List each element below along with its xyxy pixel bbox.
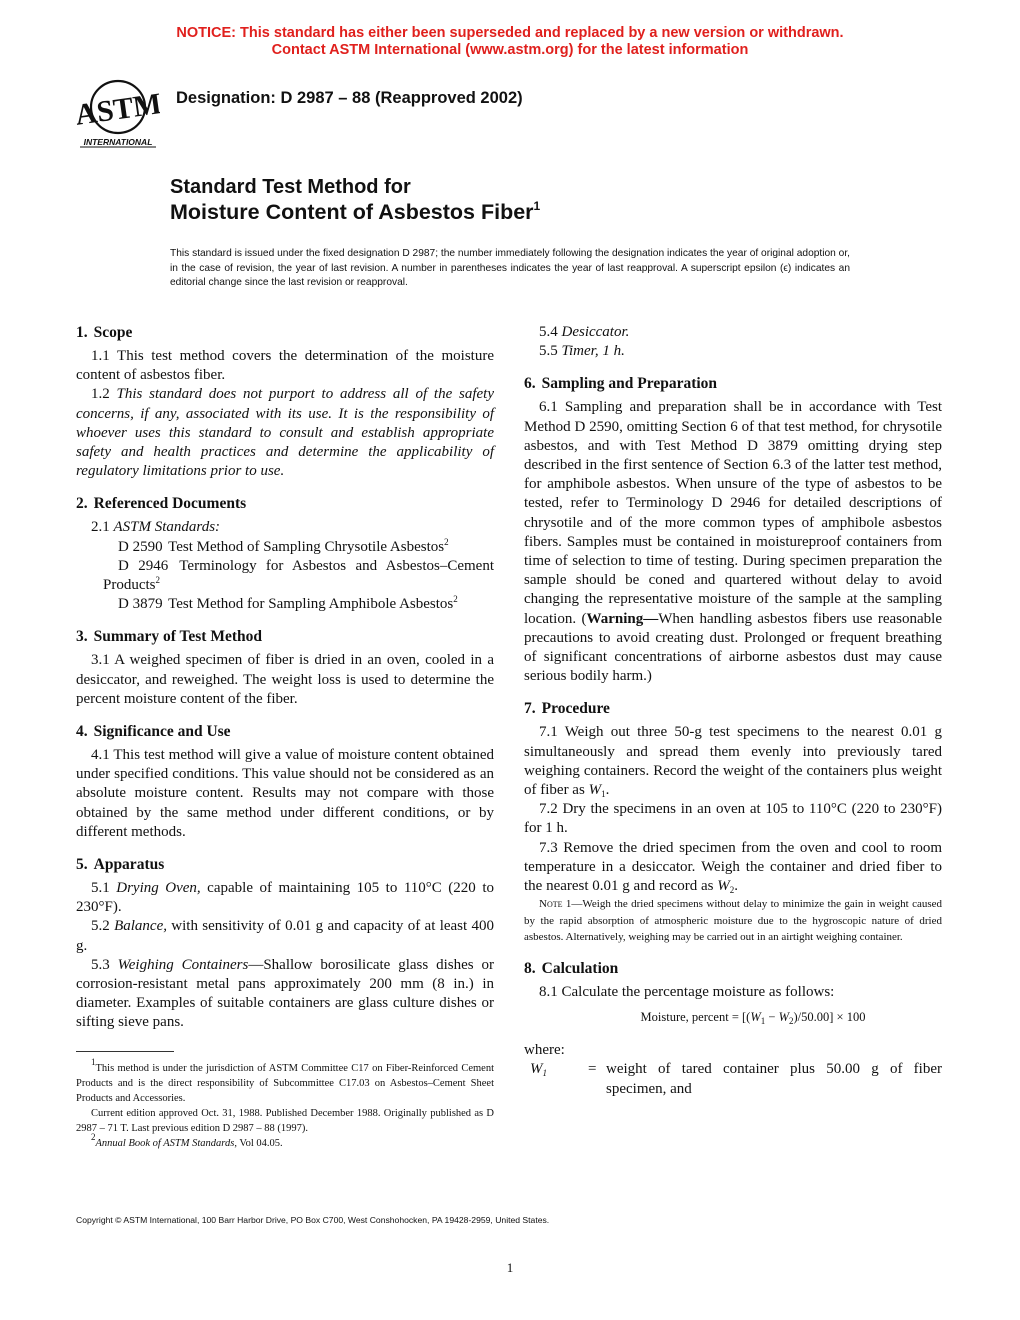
section-scope <box>76 323 494 481</box>
paragraph: 2.1 ASTM Standards: <box>91 519 221 536</box>
paragraph: 6.1 Sampling and preparation shall be in accordance with Test Method D 2590, omitting Section 6 of that test method, for chrysotile asbestos, and with Test Method D 3879 omitting drying step described in the first sentence of Section 6.3 of the latter test method, for amphibole asbestos. When unsure of the type of asbestos to be tested, refer to Terminology D 2946 for detailed descriptions of chrysotile and of the more common types of amphibole asbestos fibers. Samples must be contained in moistureproof containers from time of selection to time of testing. During specimen preparation the sample should be coned and quartered without delay to avoid changing the representative moisture of the sample at the sampling location. (Warning—When handling asbestos fibers use reasonable precautions to avoid creating dust. Prolonged or frequent breathing of significant concentrations of airborne asbestos dust may cause serious bodily harm.) <box>524 399 942 685</box>
astm-logo-icon <box>76 76 160 148</box>
document-title <box>170 175 540 225</box>
paragraph: 3.1 A weighed specimen of fiber is dried in an oven, cooled in a desiccator, and reweighed. The weight loss is used to determine the percent moisture content of the fiber. <box>76 652 494 707</box>
footnote-1: $^1$This method is under the jurisdiction of ASTM Committee C17 on Fiber-Reinforced Cement Products and is the direct responsibility of Subcommittee C17.03 on Asbestos–Cement Sheet Products and Accessories. <box>76 1057 494 1104</box>
moisture-equation: Moisture, percent = $[(W_1 - W_2)/50.00] \times 100$ <box>640 1009 866 1026</box>
astm-logo <box>76 76 160 148</box>
apparatus-item: 5.2 Balance, with sensitivity of 0.01 g and capacity of at least 400 g. <box>76 918 495 954</box>
title-line-2: Moisture Content of Asbestos Fiber$^1$ <box>170 199 541 224</box>
section-apparatus <box>76 855 494 1033</box>
section-heading: 5. Apparatus <box>76 856 165 874</box>
section-sampling <box>524 374 942 686</box>
paragraph: 1.2 This standard does not purport to address all of the safety concerns, if any, associated with its use. It is the responsibility of whoever uses this standard to consult and establish appropriate safety and health practices and determine the applicability of regulatory limitations prior to use. <box>76 386 495 480</box>
notice-banner <box>0 25 1020 59</box>
paragraph: 4.1 This test method will give a value of moisture content obtained under specified conditions. This value should not be considered as an absolute moisture content. Results may not compare with those obtained by the same method under different conditions, or by different methods. <box>76 747 494 840</box>
section-referenced-documents <box>76 494 494 614</box>
footnote-2: $^2$Annual Book of ASTM Standards, Vol 04.05. <box>91 1132 283 1149</box>
paragraph: 7.2 Dry the specimens in an oven at 105 to 110°C (220 to 230°F) for 1 h. <box>524 801 942 837</box>
definition-row: $W_1$ = weight of tared container plus 50.00 g of fiber specimen, and <box>524 1060 942 1098</box>
left-column <box>76 323 494 1046</box>
paragraph: 7.3 Remove the dried specimen from the oven and cool to room temperature in a desiccator. Weigh the container and dried fiber to the nearest 0.01 g and record as $W_2$. <box>524 839 942 896</box>
definition-symbol: $W_1$ <box>530 1061 547 1079</box>
designation: Designation: D 2987 – 88 (Reapproved 2002) <box>176 89 523 107</box>
footnote-rule <box>76 1051 174 1052</box>
note-1: Note 1—Weigh the dried specimens without delay to minimize the gain in weight caused by the rapid absorption of atmospheric moisture due to the hygroscopic nature of dried asbestos. Alternatively, weighing may be carried out in an airtight weighing container. <box>524 898 943 944</box>
section-calculation <box>524 959 942 1099</box>
paragraph: 7.1 Weigh out three 50-g test specimens to the nearest 0.01 g simultaneously and spread them evenly into previously tared weighing containers. Record the weight of the containers plus weight of fiber as $W_1$. <box>524 724 942 800</box>
footnote-1-edition: Current edition approved Oct. 31, 1988. Published December 1988. Originally published as D 2987 – 71 T. Last previous edition D 2987 – 88 (1997). <box>76 1108 494 1134</box>
section-summary <box>76 627 494 709</box>
apparatus-item: 5.3 Weighing Containers—Shallow borosilicate glass dishes or corrosion-resistant metal pans approximately 200 mm (8 in.) in diameter. Examples of suitable containers are glass culture dishes or sifting sieve pans. <box>76 956 494 1031</box>
section-heading: 7. Procedure <box>524 700 610 718</box>
reference-item: D 2946 Terminology for Asbestos and Asbestos–Cement Products$^2$ <box>103 557 494 594</box>
apparatus-item: 5.1 Drying Oven, capable of maintaining 105 to 110°C (220 to 230°F). <box>76 880 494 916</box>
where-label: where: <box>524 1042 565 1059</box>
section-heading: 2. Referenced Documents <box>76 495 247 513</box>
copyright: Copyright © ASTM International, 100 Barr Harbor Drive, PO Box C700, West Conshohocken, PA 19428-2959, United States. <box>76 1215 550 1225</box>
paragraph: 1.1 This test method covers the determination of the moisture content of asbestos fiber. <box>76 348 494 384</box>
title-footnote-mark: 1 <box>533 199 541 213</box>
reference-item: D 2590 Test Method of Sampling Chrysotile Asbestos$^2$ <box>118 536 449 555</box>
section-heading: 4. Significance and Use <box>76 723 231 741</box>
section-significance <box>76 722 494 842</box>
issued-note: This standard is issued under the fixed designation D 2987; the number immediately following the designation indicates the year of original adoption or, in the case of revision, the year of last revision. A number in parentheses indicates the year of last reapproval. A superscript epsilon (ϵ) indicates an editorial change since the last revision or reapproval. <box>170 248 850 288</box>
reference-item: D 3879 Test Method for Sampling Amphibole Asbestos$^2$ <box>118 594 458 613</box>
section-heading: 3. Summary of Test Method <box>76 628 262 646</box>
apparatus-item: 5.4 Desiccator. <box>539 324 630 340</box>
section-heading: 6. Sampling and Preparation <box>524 375 718 393</box>
where-block <box>524 1041 942 1099</box>
title-line-1: Standard Test Method for <box>170 176 411 198</box>
right-column <box>524 323 942 1112</box>
logo-letters: ASTM <box>76 87 160 132</box>
notice-line-2: Contact ASTM International (www.astm.org) for the latest information <box>271 42 749 58</box>
section-procedure <box>524 699 942 945</box>
paragraph: 8.1 Calculate the percentage moisture as follows: <box>539 983 835 1000</box>
footnotes <box>76 1057 494 1151</box>
definition-text: weight of tared container plus 50.00 g of fiber specimen, and <box>606 1061 942 1097</box>
apparatus-item: 5.5 Timer, 1 h. <box>539 343 625 360</box>
logo-caption: INTERNATIONAL <box>83 137 153 147</box>
section-heading: 1. Scope <box>76 324 133 341</box>
warning-label: Warning— <box>586 610 659 627</box>
page-number: 1 <box>506 1260 514 1275</box>
apparatus-continued <box>524 323 942 361</box>
section-heading: 8. Calculation <box>524 959 619 977</box>
notice-line-1: NOTICE: This standard has either been superseded and replaced by a new version or withdrawn. <box>176 25 844 41</box>
